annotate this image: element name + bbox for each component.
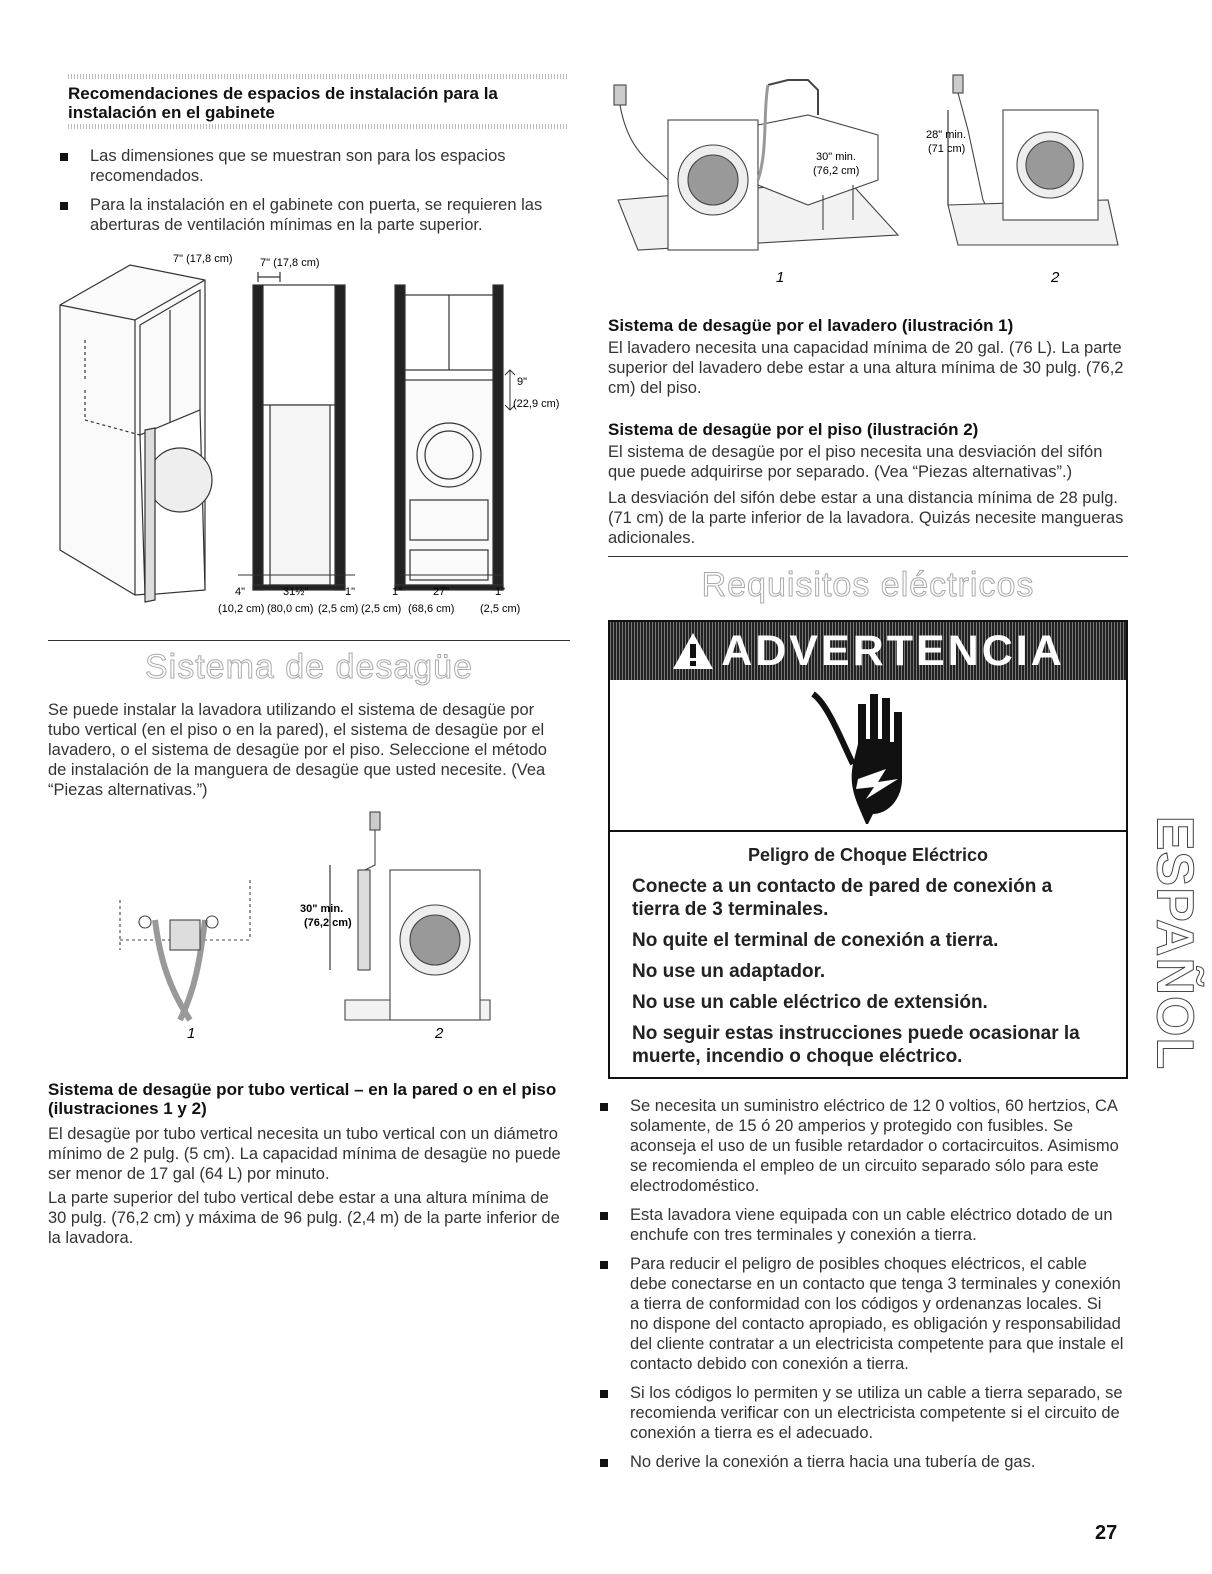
cabinet-bullets	[60, 146, 570, 244]
warning-line: No use un adaptador.	[632, 961, 826, 982]
figure-caption: 2	[435, 1025, 444, 1042]
vent-dim-1: 7" (17,8 cm)	[173, 253, 233, 265]
bottom-dim-cm: (68,6 cm)	[408, 603, 455, 615]
floor-drain-heading: Sistema de desagüe por el piso (ilustración 2)	[608, 420, 979, 439]
top-gap-dim-cm: (22,9 cm)	[513, 398, 560, 410]
warning-line: No use un cable eléctrico de extensión.	[632, 992, 988, 1013]
warning-triangle-icon	[671, 631, 715, 671]
bottom-dim-cm: (2,5 cm)	[361, 603, 402, 615]
tub-height-label-cm: (76,2 cm)	[813, 165, 860, 177]
heading-rule-bottom	[68, 124, 568, 129]
bottom-dim: 27"	[433, 586, 450, 598]
floor-drain-height-label-cm: (71 cm)	[928, 143, 966, 155]
list-item: No derive la conexión a tierra hacia una tubería de gas.	[600, 1452, 1124, 1472]
warning-line: No seguir estas instrucciones puede ocasionar la muerte, incendio o choque eléctrico.	[632, 1023, 1080, 1067]
cabinet-heading: Recomendaciones de espacios de instalación para la instalación en el gabinete	[68, 84, 498, 122]
warning-box	[608, 620, 1128, 1079]
standpipe-height-label-cm: (76,2 cm)	[304, 917, 352, 929]
floor-drain-paragraph: La desviación del sifón debe estar a una distancia mínima de 28 pulg. (71 cm) de la parte inferior de la lavadora. Quizás necesite mangueras adicionales.	[608, 489, 1124, 547]
floor-drain-height-label: 28" min.	[926, 129, 966, 141]
list-item: Las dimensiones que se muestran son para los espacios recomendados.	[60, 146, 570, 186]
standpipe-diagram	[100, 810, 520, 1050]
bottom-dim: 1"	[392, 586, 403, 598]
list-item: Para reducir el peligro de posibles choques eléctricos, el cable debe conectarse en un contacto que tenga 3 terminales y conexión a tierra de conformidad con los códigos y ordenanzas locales. Si no dispone del contacto apropiado, es obligación y responsabilidad del cliente contratar a un electricista competente para que instale el contacto debido con conexión a tierra.	[600, 1254, 1124, 1374]
bottom-dim: 31½"	[283, 586, 309, 598]
electrical-section-title: Requisitos eléctricos	[701, 566, 1035, 604]
bottom-dim-cm: (2,5 cm)	[318, 603, 359, 615]
laundry-tub-heading: Sistema de desagüe por el lavadero (ilustración 1)	[608, 316, 1014, 335]
list-item: Se necesita un suministro eléctrico de 12 0 voltios, 60 hertzios, CA solamente, de 15 ó 20 amperios y protegido con fusibles. Se aconseja el uso de un fusible retardador o cortacircuitos. Asimismo se recomienda el empleo de un circuito separado sólo para este electrodoméstico.	[600, 1096, 1124, 1196]
figure-caption: 2	[1051, 269, 1060, 286]
electrical-bullets	[600, 1096, 1124, 1481]
warning-line: Conecte a un contacto de pared de conexión a tierra de 3 terminales.	[632, 876, 1053, 920]
bottom-dim-cm: (2,5 cm)	[480, 603, 521, 615]
warning-line: No quite el terminal de conexión a tierra.	[632, 930, 999, 951]
list-item: Para la instalación en el gabinete con puerta, se requieren las aberturas de ventilación mínimas en la parte superior.	[60, 195, 570, 235]
laundry-tub-paragraph: El lavadero necesita una capacidad mínima de 20 gal. (76 L). La parte superior del lavadero debe estar a una altura mínima de 30 pulg. (76,2 cm) del piso.	[608, 339, 1124, 397]
heading-rule-top	[68, 74, 568, 79]
figure-caption: 1	[776, 269, 785, 286]
warning-image-area	[610, 680, 1126, 832]
vent-dim-2: 7" (17,8 cm)	[260, 257, 320, 269]
electric-shock-hand-icon	[808, 684, 928, 824]
bottom-dim-cm: (10,2 cm)	[218, 603, 265, 615]
standpipe-height-label: 30" min.	[300, 903, 344, 915]
top-gap-dim: 9"	[517, 376, 528, 388]
warning-header	[610, 622, 1126, 680]
bottom-dim: 1"	[345, 586, 356, 598]
laundry-tub-diagram	[608, 70, 1130, 295]
warning-line: Peligro de Choque Eléctrico	[747, 845, 989, 865]
bottom-dim: 1"	[495, 586, 506, 598]
cabinet-diagram	[55, 250, 570, 620]
page-number: 27	[1095, 1522, 1118, 1544]
side-language-tab	[1145, 815, 1204, 1070]
bottom-dim: 4"	[235, 586, 246, 598]
section-divider	[48, 640, 570, 641]
section-divider	[608, 556, 1128, 557]
drain-intro: Se puede instalar la lavadora utilizando el sistema de desagüe por tubo vertical (en el piso o en la pared), el sistema de desagüe por el lavadero, o el sistema de desagüe por el piso. Seleccione el método de instalación de la manguera de desagüe que usted necesite. (Vea “Piezas alternativas.”)	[48, 701, 547, 799]
figure-caption: 1	[187, 1025, 196, 1042]
floor-drain-paragraph: El sistema de desagüe por el piso necesita una desviación del sifón que puede adquirirse por separado. (Vea “Piezas alternativas”.)	[608, 443, 1103, 481]
list-item: Si los códigos lo permiten y se utiliza un cable a tierra separado, se recomienda verificar con un electricista competente si el circuito de conexión a tierra es el adecuado.	[600, 1383, 1124, 1443]
list-item: Esta lavadora viene equipada con un cable eléctrico dotado de un enchufe con tres terminales y conexión a tierra.	[600, 1205, 1124, 1245]
tub-height-label: 30" min.	[816, 151, 856, 163]
warning-label: ADVERTENCIA	[721, 626, 1065, 675]
bottom-dim-cm: (80,0 cm)	[267, 603, 314, 615]
standpipe-paragraph: El desagüe por tubo vertical necesita un tubo vertical con un diámetro mínimo de 2 pulg. (5 cm). La capacidad mínima de desagüe no puede ser menor de 17 gal (64 L) por minuto.	[48, 1125, 561, 1183]
standpipe-heading: Sistema de desagüe por tubo vertical – en la pared o en el piso (ilustraciones 1 y 2)	[48, 1080, 557, 1118]
side-tab-label: ESPAÑOL	[1145, 815, 1204, 1070]
drain-section-title: Sistema de desagüe	[145, 648, 473, 686]
standpipe-paragraph: La parte superior del tubo vertical debe estar a una altura mínima de 30 pulg. (76,2 cm) y máxima de 96 pulg. (2,4 m) de la parte inferior de la lavadora.	[48, 1189, 560, 1247]
